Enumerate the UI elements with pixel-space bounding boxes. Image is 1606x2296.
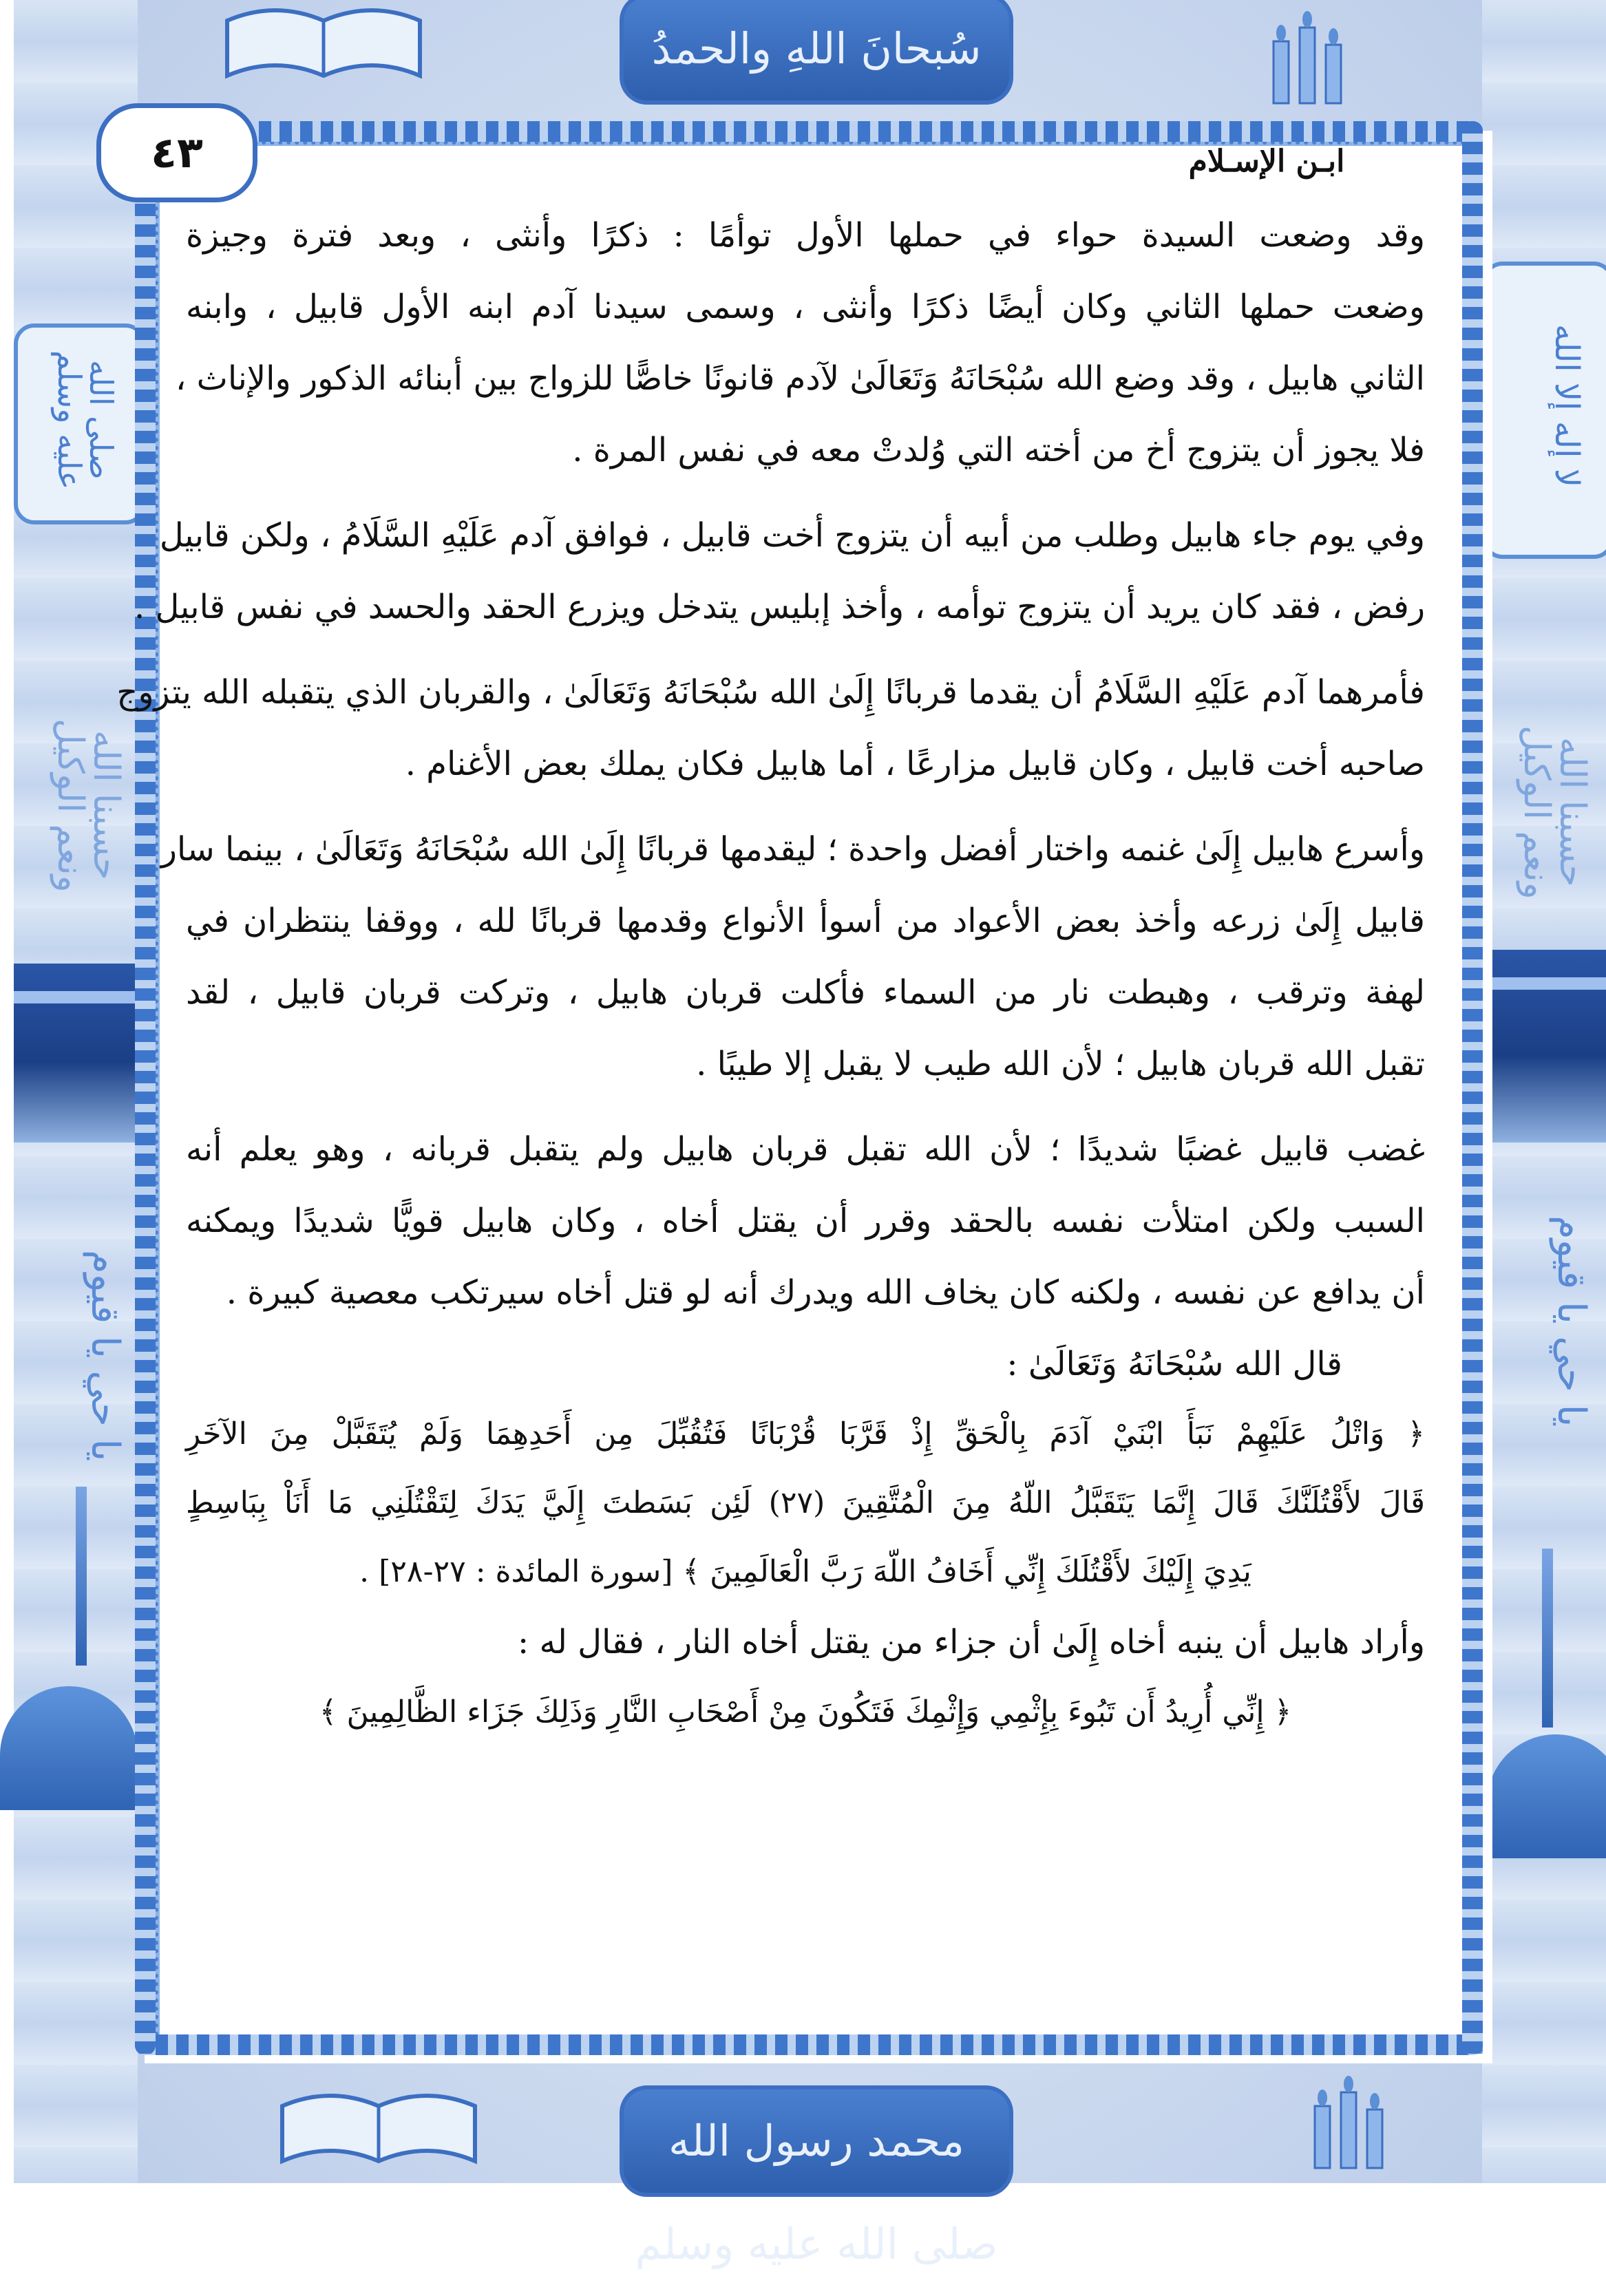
frame-ornament-bottom — [135, 2034, 1483, 2055]
text-line: الثاني هابيل ، وقد وضع الله سُبْحَانَهُ وَتَعَالَىٰ لآدم قانونًا خاصًّا للزواج بين أبنائه الذكور والإناث ، — [175, 359, 1425, 398]
frame-ornament-top — [135, 121, 1483, 142]
open-book-icon — [220, 0, 427, 89]
quran-verse-line: ﴿ إِنِّي أُرِيدُ أَن تَبُوءَ بِإِثْمِي وَإِثْمِكَ فَتَكُونَ مِنْ أَصْحَابِ النَّارِ وَذَلِكَ جَزَاء الظَّالِمِينَ ﴾ — [319, 1694, 1292, 1730]
text-line: وضعت حملها الثاني وكان أيضًا ذكرًا وأنثى ، وسمى سيدنا آدم ابنه الأول قابيل ، وابنه — [186, 288, 1425, 326]
bottom-calligraphy-cartouche: محمد رسول الله صلى الله عليه وسلم — [620, 2085, 1013, 2197]
text-line: غضب قابيل غضبًا شديدًا ؛ لأن الله تقبل قربان هابيل ولم يتقبل قربانه ، وهو يعلم أنه — [186, 1130, 1425, 1169]
paragraph-gap — [186, 1100, 1425, 1114]
left-minaret — [76, 1487, 87, 1666]
candles-icon-bottom — [1308, 2072, 1391, 2175]
text-line: لهفة وترقب ، وهبطت نار من السماء فأكلت قربان هابيل ، وتركت قربان قابيل ، لقد — [186, 973, 1425, 1012]
paragraph-gap — [186, 800, 1425, 814]
text-line: وقد وضعت السيدة حواء في حملها الأول توأمًا : ذكرًا وأنثى ، وبعد فترة وجيزة — [186, 216, 1425, 255]
paragraph-gap — [186, 486, 1425, 500]
text-line: رفض ، فقد كان يريد أن يتزوج توأمه ، وأخذ إبليس يتدخل ويزرع الحقد والحسد في نفس قابيل . — [134, 588, 1425, 626]
page-number: ٤٣ — [96, 103, 257, 202]
candles-icon — [1267, 7, 1349, 110]
body-text — [116, 200, 1426, 2017]
frame-ornament-right — [1462, 121, 1483, 2055]
quran-verse-line: يَدِيَ إِلَيْكَ لأَقْتُلَكَ إِنِّي أَخَافُ اللّهَ رَبَّ الْعَالَمِينَ ﴾ [سورة المائدة : ٢٧-٢٨] . — [359, 1554, 1251, 1589]
right-calligraphy-lower: يا حي يا قيوم — [1549, 1215, 1594, 1427]
quran-verse-line: ﴿ وَاتْلُ عَلَيْهِمْ نَبَأَ ابْنَيْ آدَمَ بِالْحَقِّ إِذْ قَرَّبَا قُرْبَانًا فَتُقُبِّلَ مِن أَحَدِهِمَا وَلَمْ يُتَقَبَّلْ مِنَ الآخَرِ — [186, 1416, 1425, 1452]
left-calligraphy-upper: حسبنا الله ونعم الوكيل — [50, 718, 127, 893]
right-calligraphy-upper: حسبنا الله ونعم الوكيل — [1516, 725, 1593, 900]
text-line: قال الله سُبْحَانَهُ وَتَعَالَىٰ : — [1006, 1345, 1342, 1383]
text-line: قابيل إِلَىٰ زرعه وأخذ بعض الأعواد من أسوأ الأنواع وقدمها قربانًا لله ، ووقفا ينتظران في — [186, 902, 1425, 940]
paragraph-gap — [186, 643, 1425, 657]
right-kaaba-image — [1482, 950, 1606, 1142]
frame-ornament-left — [135, 121, 156, 2055]
left-calligraphy-lower: يا حي يا قيوم — [83, 1250, 127, 1462]
quran-verse-line: قَالَ لأَقْتُلَنَّكَ قَالَ إِنَّمَا يَتَقَبَّلُ اللّهُ مِنَ الْمُتَّقِينَ (٢٧) لَئِن بَسَطتَ إِلَيَّ يَدَكَ لِتَقْتُلَنِي مَا أَنَاْ بِبَاسِطٍ — [186, 1485, 1426, 1520]
right-minaret — [1542, 1549, 1553, 1728]
text-line: السبب ولكن امتلأت نفسه بالحقد وقرر أن يقتل أخاه ، وكان هابيل قويًّا شديدًا ويمكنه — [186, 1202, 1425, 1240]
left-kaaba-image — [14, 964, 138, 1142]
text-line: فأمرهما آدم عَلَيْهِ السَّلَامُ أن يقدما قربانًا إِلَىٰ الله سُبْحَانَهُ وَتَعَالَىٰ ، والقربان الذي يتقبله الله يتزوج — [116, 673, 1425, 712]
text-line: وأراد هابيل أن ينبه أخاه إِلَىٰ أن جزاء من يقتل أخاه النار ، فقال له : — [518, 1623, 1425, 1661]
left-medallion-text: صلى الله عليه وسلم — [51, 350, 120, 490]
text-line: أن يدافع عن نفسه ، ولكنه كان يخاف الله ويدرك أنه لو قتل أخاه سيرتكب معصية كبيرة . — [226, 1273, 1425, 1312]
text-line: فلا يجوز أن يتزوج أخ من أخته التي وُلدتْ معه في نفس المرة . — [572, 431, 1425, 469]
page — [14, 0, 1606, 2269]
text-line: صاحبه أخت قابيل ، وكان قابيل مزارعًا ، أما هابيل فكان يملك بعض الأغنام . — [405, 745, 1425, 783]
text-line: تقبل الله قربان هابيل ؛ لأن الله طيب لا يقبل إلا طيبًا . — [696, 1045, 1425, 1083]
open-book-icon-bottom — [275, 2079, 482, 2175]
text-line: وفي يوم جاء هابيل وطلب من أبيه أن يتزوج أخت قابيل ، فوافق آدم عَلَيْهِ السَّلَامُ ، ولكن قابيل — [159, 516, 1425, 555]
top-calligraphy-cartouche: سُبحانَ اللهِ والحمدُ — [620, 0, 1013, 105]
text-line: وأسرع هابيل إِلَىٰ غنمه واختار أفضل واحدة ؛ ليقدمها قربانًا إِلَىٰ الله سُبْحَانَهُ وَتَعَالَىٰ ، بينما سار — [160, 830, 1425, 869]
running-header: ابـن الإسـلام — [1188, 144, 1345, 179]
right-medallion-text: لا إله إلا الله — [1547, 324, 1586, 488]
